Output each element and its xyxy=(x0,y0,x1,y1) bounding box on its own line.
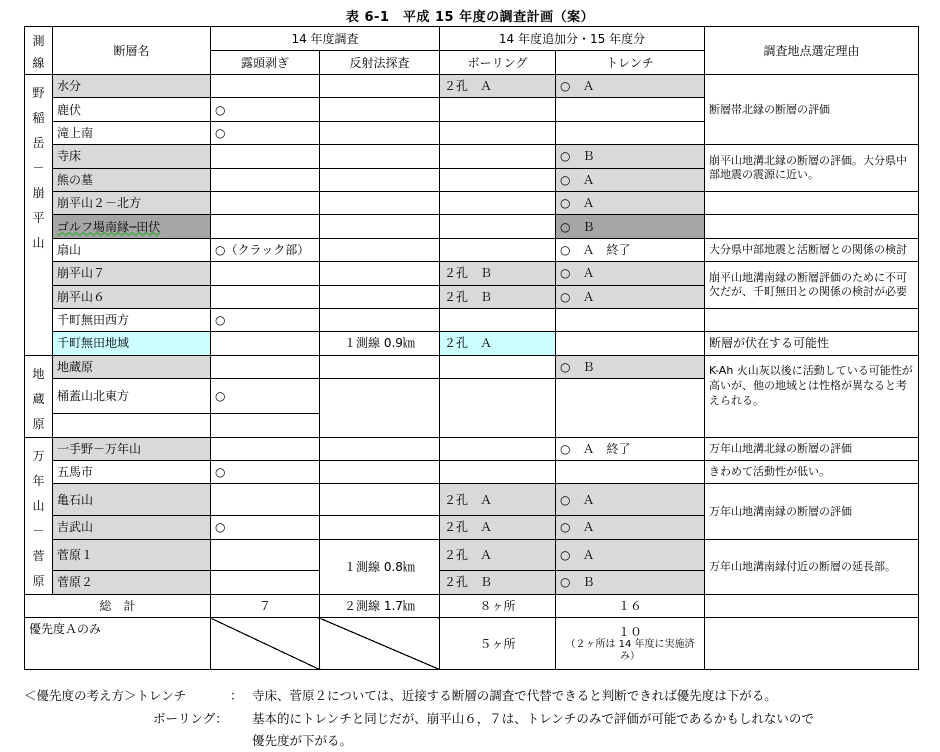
header-boring: ボーリング xyxy=(440,51,556,75)
boring-cell xyxy=(440,121,556,144)
priority-notes-trench: 寺床、菅原２については、近接する断層の調査で代替できると判断できれば優先度は下がる。 xyxy=(252,688,777,703)
trench-cell xyxy=(556,379,705,438)
outcrop-cell: ○ xyxy=(211,461,320,484)
reflection-cell xyxy=(320,437,440,460)
priority-trench xyxy=(556,618,705,670)
trench-cell: ○ Ｂ xyxy=(556,145,705,168)
outcrop-cell xyxy=(211,437,320,460)
boring-cell: ２孔 Ｂ xyxy=(440,262,556,285)
table-row xyxy=(25,191,919,214)
outcrop-cell xyxy=(211,145,320,168)
reason-cell: 万年山地溝北縁の断層の評価 xyxy=(705,437,919,460)
trench-cell: ○ Ａ xyxy=(556,262,705,285)
reflection-cell xyxy=(320,145,440,168)
reflection-cell xyxy=(320,75,440,98)
outcrop-cell xyxy=(211,75,320,98)
table-row xyxy=(25,484,919,516)
header-group-14: 14 年度調査 xyxy=(211,27,440,51)
trench-cell: ○ Ａ xyxy=(556,285,705,308)
outcrop-cell: ○ xyxy=(211,121,320,144)
table-row xyxy=(25,215,919,238)
fault-name: 地蔵原 xyxy=(53,355,211,378)
trench-cell: ○ Ｂ xyxy=(556,571,705,594)
reflection-cell xyxy=(320,355,440,378)
trench-cell: ○ Ａ xyxy=(556,168,705,191)
priority-notes-colon: ： xyxy=(230,688,243,703)
trench-cell xyxy=(556,98,705,121)
fault-name: 一手野－万年山 xyxy=(53,437,211,460)
reason-cell: 崩平山地溝北縁の断層の評価。大分県中部地震の震源に近い。 xyxy=(705,145,919,192)
trench-cell: ○ Ｂ xyxy=(556,215,705,238)
priority-notes-boring-2: 優先度が下がる。 xyxy=(252,733,353,748)
line-label-2: 地 蔵 原 xyxy=(25,355,53,437)
outcrop-cell: ○ xyxy=(211,379,320,414)
header-reason: 調査地点選定理由 xyxy=(705,27,919,75)
reflection-cell xyxy=(320,98,440,121)
boring-cell: ２孔 Ａ xyxy=(440,539,556,571)
reflection-cell xyxy=(320,308,440,331)
priority-reflection-diagonal xyxy=(320,618,440,670)
priority-notes-heading: ＜優先度の考え方＞トレンチ xyxy=(24,688,187,703)
outcrop-cell xyxy=(211,215,320,238)
fault-name: 桶蓋山北東方 xyxy=(53,379,211,414)
reflection-cell xyxy=(320,168,440,191)
table-row xyxy=(25,461,919,484)
priority-reason-empty xyxy=(705,618,919,670)
table-row xyxy=(25,308,919,331)
fault-name: 寺床 xyxy=(53,145,211,168)
priority-label: 優先度Ａのみ xyxy=(25,618,211,670)
trench-cell: ○ Ａ 終了 xyxy=(556,238,705,261)
boring-cell xyxy=(440,191,556,214)
reason-cell: 断層帯北縁の断層の評価 xyxy=(705,75,919,145)
fault-name xyxy=(53,215,211,238)
fault-name: 吉武山 xyxy=(53,516,211,539)
header-reflection: 反射法探査 xyxy=(320,51,440,75)
reason-cell: 断層が伏在する可能性 xyxy=(705,332,919,355)
boring-cell xyxy=(440,308,556,331)
boring-cell: ２孔 Ｂ xyxy=(440,285,556,308)
priority-row xyxy=(25,618,919,670)
table-row xyxy=(25,539,919,571)
totals-boring: ８ヶ所 xyxy=(440,594,556,617)
reason-cell-empty xyxy=(705,215,919,238)
reason-cell: 万年山地溝南縁の断層の評価 xyxy=(705,484,919,539)
table-row xyxy=(25,262,919,285)
reflection-cell xyxy=(320,285,440,308)
line-label-1: 野 稲 岳 － 崩 平 山 xyxy=(25,75,53,356)
priority-notes-boring-label: ボーリング： xyxy=(153,711,228,726)
reflection-cell xyxy=(320,215,440,238)
fault-name: 崩平山２－北方 xyxy=(53,191,211,214)
header-fault: 断層名 xyxy=(53,27,211,75)
trench-cell: ○ Ａ xyxy=(556,484,705,516)
fault-name: 扇山 xyxy=(53,238,211,261)
reflection-cell: １測線 0.8㎞ xyxy=(320,539,440,594)
reason-cell-empty xyxy=(705,191,919,214)
outcrop-cell xyxy=(211,484,320,516)
fault-name: 菅原２ xyxy=(53,571,211,594)
fault-name: 菅原１ xyxy=(53,539,211,571)
priority-outcrop-diagonal xyxy=(211,618,320,670)
table-row xyxy=(25,238,919,261)
outcrop-cell xyxy=(211,168,320,191)
fault-name: 崩平山６ xyxy=(53,285,211,308)
line-label-3: 万 年 山 － 菅 原 xyxy=(25,437,53,594)
totals-row xyxy=(25,594,919,617)
reflection-cell: １測線 0.9㎞ xyxy=(320,332,440,355)
fault-name: 五馬市 xyxy=(53,461,211,484)
outcrop-cell: ○（クラック部） xyxy=(211,238,320,261)
reason-cell: きわめて活動性が低い。 xyxy=(705,461,919,484)
header-trench: トレンチ xyxy=(556,51,705,75)
fault-name: 熊の墓 xyxy=(53,168,211,191)
outcrop-cell: ○ xyxy=(211,98,320,121)
header-row-1 xyxy=(25,27,919,51)
trench-cell xyxy=(556,121,705,144)
trench-cell: ○ Ａ xyxy=(556,191,705,214)
boring-cell: ２孔 Ａ xyxy=(440,332,556,355)
priority-trench-note: （２ヶ所は 14 年度に実施済み） xyxy=(565,638,695,662)
reflection-cell xyxy=(320,238,440,261)
outcrop-cell xyxy=(211,191,320,214)
outcrop-cell xyxy=(211,285,320,308)
outcrop-cell xyxy=(211,332,320,355)
outcrop-cell: ○ xyxy=(211,516,320,539)
fault-name-text: ゴルフ場南縁─田伏 xyxy=(57,219,161,234)
reflection-cell xyxy=(320,121,440,144)
reflection-cell xyxy=(320,379,440,438)
outcrop-cell-empty xyxy=(211,414,320,437)
boring-cell xyxy=(440,238,556,261)
reason-cell: 万年山地溝南縁付近の断層の延長部。 xyxy=(705,539,919,594)
fault-name: 滝上南 xyxy=(53,121,211,144)
table-row xyxy=(25,332,919,355)
boring-cell xyxy=(440,437,556,460)
boring-cell xyxy=(440,461,556,484)
header-group-15: 14 年度追加分・15 年度分 xyxy=(440,27,705,51)
totals-label: 総 計 xyxy=(25,594,211,617)
table-row xyxy=(25,355,919,378)
table-row xyxy=(25,437,919,460)
trench-cell: ○ Ｂ xyxy=(556,355,705,378)
totals-reason-empty xyxy=(705,594,919,617)
trench-cell: ○ Ａ xyxy=(556,75,705,98)
table-row xyxy=(25,145,919,168)
fault-name: 千町無田地域 xyxy=(53,332,211,355)
trench-cell: ○ Ａ xyxy=(556,516,705,539)
priority-trench-value: １０ xyxy=(618,624,643,639)
fault-name: 亀石山 xyxy=(53,484,211,516)
survey-plan-table xyxy=(24,26,919,670)
reflection-cell xyxy=(320,461,440,484)
fault-name: 崩平山７ xyxy=(53,262,211,285)
reflection-cell xyxy=(320,191,440,214)
trench-cell xyxy=(556,308,705,331)
reason-cell: 大分県中部地震と活断層との関係の検討 xyxy=(705,238,919,261)
totals-outcrop: ７ xyxy=(211,594,320,617)
trench-cell xyxy=(556,332,705,355)
page-title: 表 6-1 平成 15 年度の調査計画（案） xyxy=(345,10,595,25)
boring-cell: ２孔 Ａ xyxy=(440,516,556,539)
outcrop-cell xyxy=(211,262,320,285)
boring-cell xyxy=(440,98,556,121)
outcrop-cell: ○ xyxy=(211,308,320,331)
boring-cell: ２孔 Ｂ xyxy=(440,571,556,594)
boring-cell xyxy=(440,145,556,168)
reflection-cell xyxy=(320,516,440,539)
reflection-cell xyxy=(320,484,440,516)
boring-cell xyxy=(440,355,556,378)
boring-cell xyxy=(440,379,556,438)
totals-trench: １６ xyxy=(556,594,705,617)
reason-cell: 崩平山地溝南縁の断層評価のために不可欠だが、千町無田との関係の検討が必要 xyxy=(705,262,919,309)
reason-cell-empty xyxy=(705,308,919,331)
reflection-cell xyxy=(320,262,440,285)
fault-name: 水分 xyxy=(53,75,211,98)
boring-cell: ２孔 Ａ xyxy=(440,75,556,98)
header-line xyxy=(25,27,53,75)
outcrop-cell xyxy=(211,571,320,594)
header-outcrop: 露頭剥ぎ xyxy=(211,51,320,75)
boring-cell: ２孔 Ａ xyxy=(440,484,556,516)
trench-cell: ○ Ａ 終了 xyxy=(556,437,705,460)
trench-cell xyxy=(556,461,705,484)
outcrop-cell xyxy=(211,539,320,571)
fault-name: 鹿伏 xyxy=(53,98,211,121)
outcrop-cell xyxy=(211,355,320,378)
priority-notes-boring-1: 基本的にトレンチと同じだが、崩平山６，７は、トレンチのみで評価が可能であるかもしれないので xyxy=(252,711,814,726)
boring-cell xyxy=(440,168,556,191)
reason-cell: K-Ah 火山灰以後に活動している可能性が高いが、他の地域とは性格が異なると考えられる。 xyxy=(705,355,919,437)
priority-boring: ５ヶ所 xyxy=(440,618,556,670)
line-header-text: 測 線 xyxy=(32,34,45,70)
table-row xyxy=(25,75,919,98)
trench-cell: ○ Ａ xyxy=(556,539,705,571)
fault-name-empty xyxy=(53,414,211,437)
totals-reflection: ２測線 1.7㎞ xyxy=(320,594,440,617)
fault-name: 千町無田西方 xyxy=(53,308,211,331)
boring-cell xyxy=(440,215,556,238)
